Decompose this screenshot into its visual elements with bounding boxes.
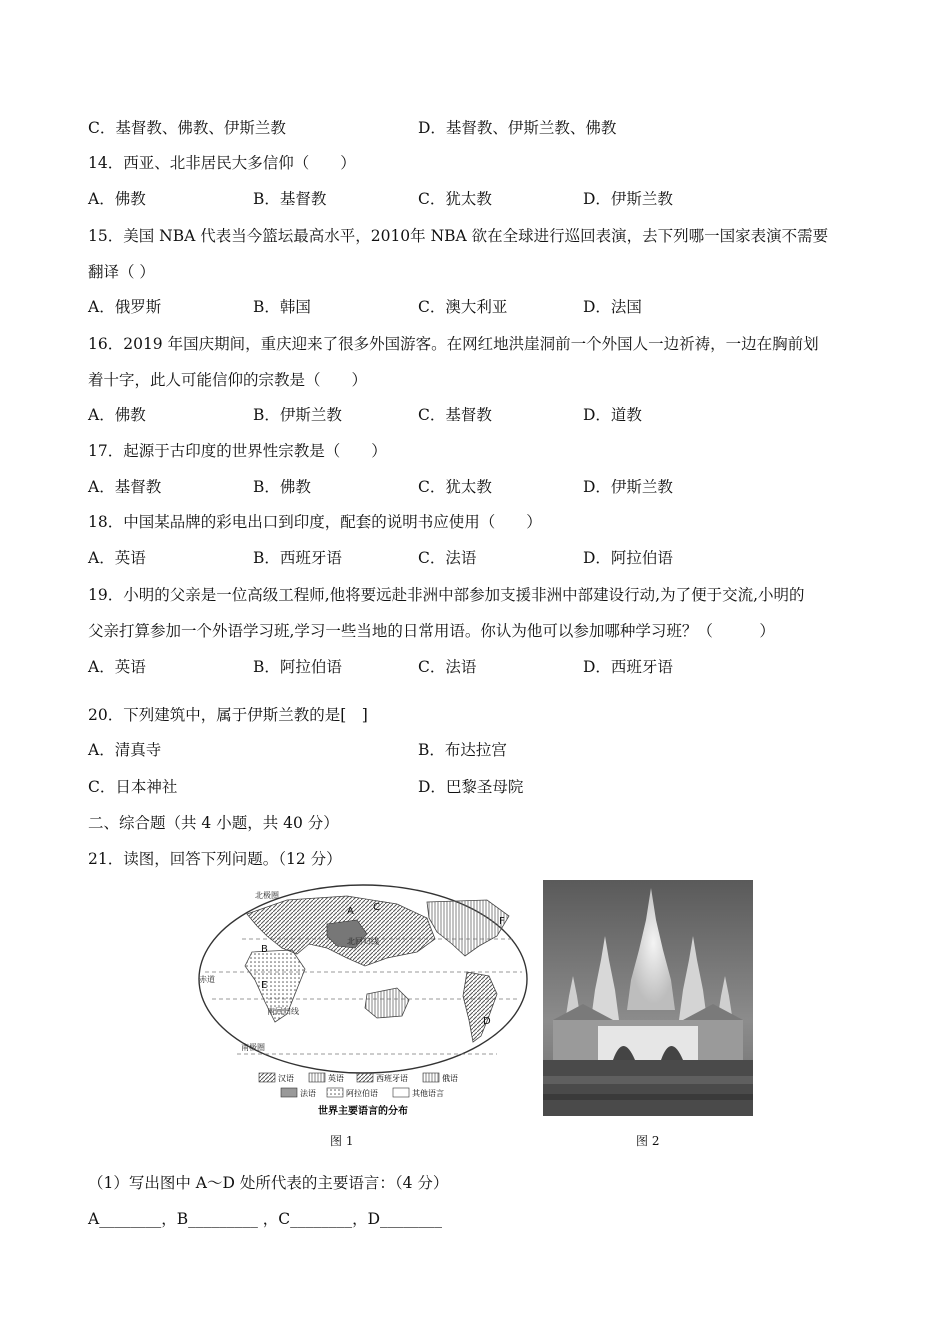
q21-part1-stem: （1）写出图中 A～D 处所代表的主要语言：（4 分） xyxy=(88,1174,449,1192)
pagoda-photo xyxy=(543,880,753,1116)
q13-option-c: C．基督教、佛教、伊斯兰教 xyxy=(88,119,286,137)
q16-option-c: C．基督教 xyxy=(418,406,492,424)
q20-option-b: B．布达拉宫 xyxy=(418,741,507,759)
legend-english: 英语 xyxy=(328,1074,344,1083)
q19-option-d: D．西班牙语 xyxy=(583,658,673,676)
q16-option-a: A．佛教 xyxy=(88,406,146,424)
q16-stem-line1: 16．2019 年国庆期间，重庆迎来了很多外国游客。在网红地洪崖洞前一个外国人一边祈祷，一边在胸前划 xyxy=(88,335,819,353)
q18-option-c: C．法语 xyxy=(418,549,477,567)
q13-option-d: D．基督教、伊斯兰教、佛教 xyxy=(418,119,617,137)
legend-other: 其他语言 xyxy=(412,1089,444,1098)
q21-answer-blanks: A________，B_________ ，C________，D________ xyxy=(88,1210,443,1228)
letter-c: C xyxy=(373,902,380,913)
q20-option-c: C．日本神社 xyxy=(88,778,178,796)
q17-option-b: B．佛教 xyxy=(253,478,311,496)
q20-stem: 20．下列建筑中，属于伊斯兰教的是[ ] xyxy=(88,706,368,724)
letter-d: D xyxy=(483,1016,491,1027)
q15-stem-line2: 翻译（ ） xyxy=(88,263,155,281)
label-north-pole-circle: 北极圈 xyxy=(255,891,279,900)
figure2-caption: 图 2 xyxy=(636,1134,660,1148)
letter-f: F xyxy=(499,916,505,927)
label-tropic-of-capricorn: 南回归线 xyxy=(267,1007,299,1016)
q14-option-b: B．基督教 xyxy=(253,190,327,208)
section-heading: 二、综合题（共 4 小题，共 40 分） xyxy=(88,814,339,832)
q19-stem-line1: 19．小明的父亲是一位高级工程师,他将要远赴非洲中部参加支援非洲中部建设行动,为了便于交流,小明的 xyxy=(88,586,805,604)
label-equator: 赤道 xyxy=(199,975,215,984)
label-tropic-of-cancer: 北回归线 xyxy=(347,937,379,946)
q20-option-a: A．清真寺 xyxy=(88,741,162,759)
q19-option-a: A．英语 xyxy=(88,658,146,676)
q15-option-a: A．俄罗斯 xyxy=(88,298,162,316)
q14-stem: 14．西亚、北非居民大多信仰（ ） xyxy=(88,154,356,172)
legend-spanish: 西班牙语 xyxy=(376,1074,408,1083)
q19-stem-line2: 父亲打算参加一个外语学习班,学习一些当地的日常用语。你认为他可以参加哪种学习班？（ ） xyxy=(88,622,775,640)
q18-option-b: B．西班牙语 xyxy=(253,549,342,567)
q16-option-b: B．伊斯兰教 xyxy=(253,406,342,424)
figure1-caption: 图 1 xyxy=(330,1134,354,1148)
legend-french: 法语 xyxy=(300,1089,316,1098)
q17-option-d: D．伊斯兰教 xyxy=(583,478,673,496)
q19-option-c: C．法语 xyxy=(418,658,477,676)
q14-option-d: D．伊斯兰教 xyxy=(583,190,673,208)
legend-russian: 俄语 xyxy=(442,1074,458,1083)
q16-stem-line2: 着十字，此人可能信仰的宗教是（ ） xyxy=(88,371,368,389)
q18-stem: 18．中国某品牌的彩电出口到印度，配套的说明书应使用（ ） xyxy=(88,513,542,531)
q19-option-b: B．阿拉伯语 xyxy=(253,658,342,676)
q17-stem: 17．起源于古印度的世界性宗教是（ ） xyxy=(88,442,387,460)
q14-option-a: A．佛教 xyxy=(88,190,146,208)
q17-option-c: C．犹太教 xyxy=(418,478,492,496)
q15-stem-line1: 15．美国 NBA 代表当今篮坛最高水平，2010年 NBA 欲在全球进行巡回表演，去下列哪一国家表演不需要 xyxy=(88,227,829,245)
q14-option-c: C．犹太教 xyxy=(418,190,492,208)
q21-stem: 21．读图，回答下列问题。（12 分） xyxy=(88,850,342,868)
q15-option-d: D．法国 xyxy=(583,298,642,316)
world-language-map xyxy=(197,884,530,1122)
q20-option-d: D．巴黎圣母院 xyxy=(418,778,524,796)
q16-option-d: D．道教 xyxy=(583,406,642,424)
q15-option-c: C．澳大利亚 xyxy=(418,298,508,316)
q18-option-a: A．英语 xyxy=(88,549,146,567)
letter-a: A xyxy=(347,906,354,917)
legend-arabic: 阿拉伯语 xyxy=(346,1089,378,1098)
letter-b: B xyxy=(261,944,268,955)
q17-option-a: A．基督教 xyxy=(88,478,162,496)
label-south-pole-circle: 南极圈 xyxy=(241,1043,265,1052)
q15-option-b: B．韩国 xyxy=(253,298,311,316)
map-title: 世界主要语言的分布 xyxy=(318,1106,408,1117)
legend-chinese: 汉语 xyxy=(278,1074,294,1083)
q18-option-d: D．阿拉伯语 xyxy=(583,549,673,567)
letter-e: E xyxy=(261,980,268,991)
